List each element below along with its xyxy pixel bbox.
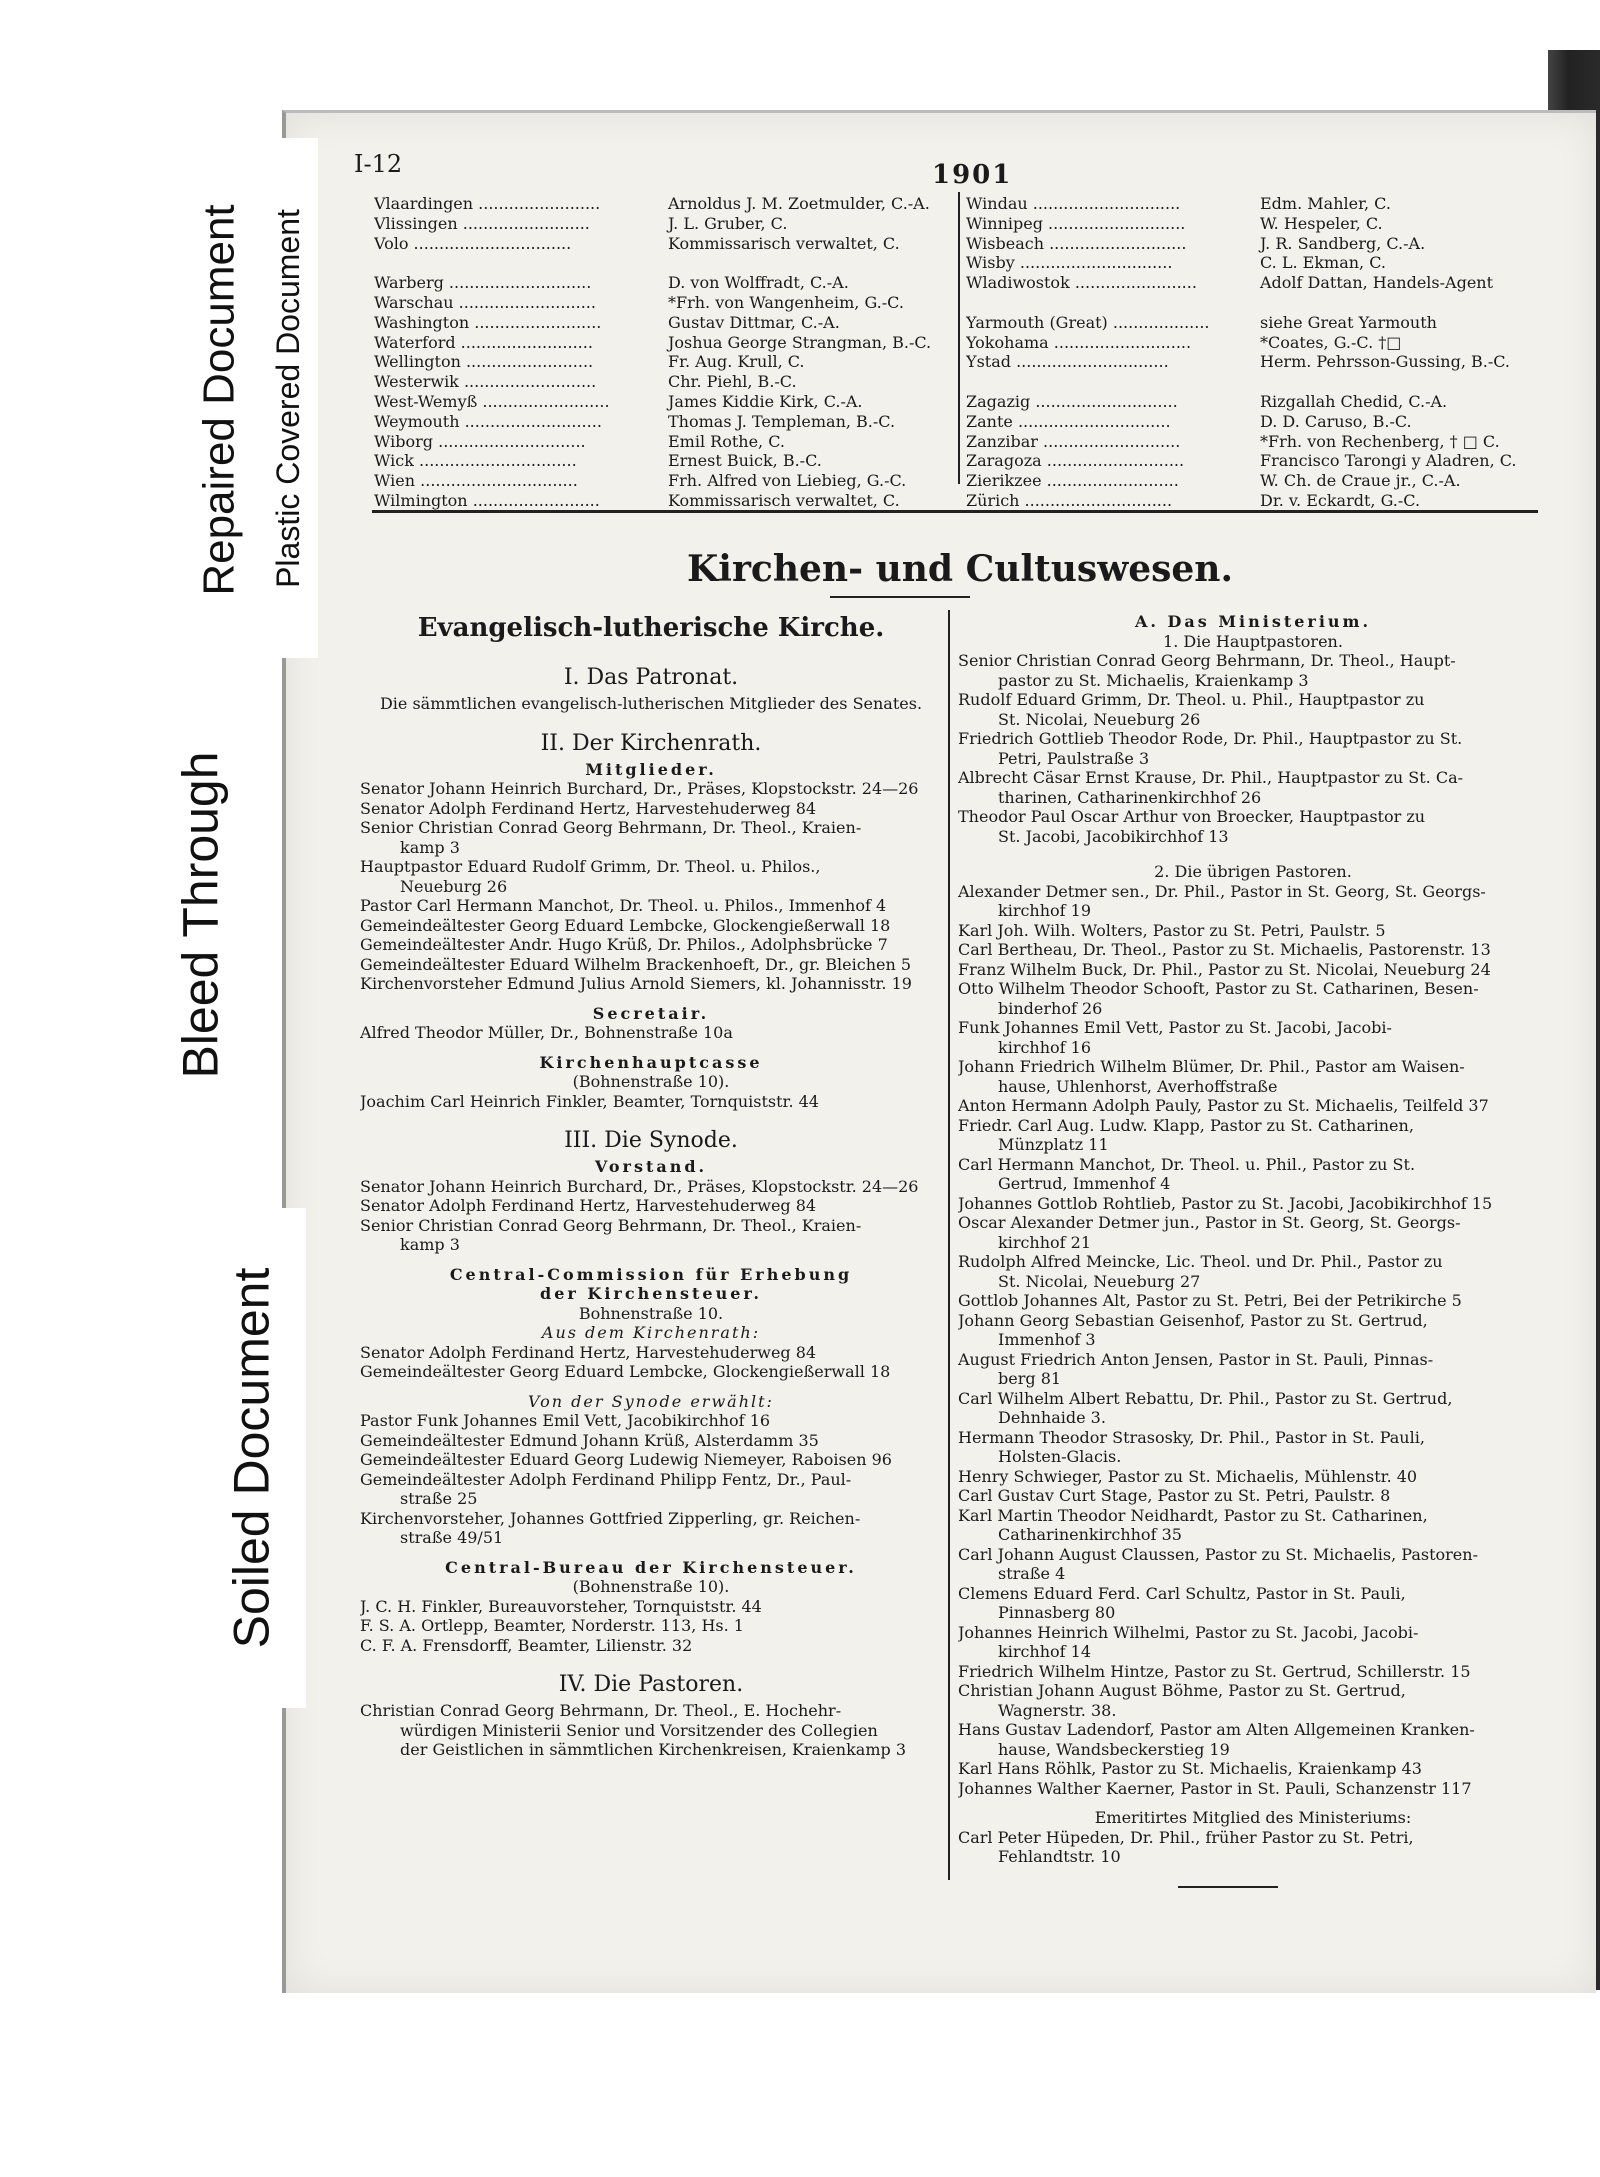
consulate-entry bbox=[966, 214, 1546, 234]
section-rule bbox=[372, 510, 1538, 513]
text-line: Central-Bureau der Kirchensteuer. bbox=[445, 1557, 857, 1577]
text-line: Pinnasberg 80 bbox=[998, 1603, 1116, 1622]
city-name: Yarmouth (Great) ................... bbox=[966, 312, 1210, 332]
city-name: Weymouth ........................... bbox=[374, 411, 602, 431]
year-heading: 1901 bbox=[932, 160, 1013, 190]
city-name: Zanzibar ........................... bbox=[966, 431, 1181, 451]
text-line: Senator Adolph Ferdinand Hertz, Harvestehuderweg 84 bbox=[360, 1342, 817, 1362]
consulate-entry bbox=[966, 313, 1546, 333]
text-line: Gottlob Johannes Alt, Pastor zu St. Petri, Bei der Petrikirche 5 bbox=[958, 1291, 1462, 1310]
consulate-entry bbox=[966, 293, 1546, 313]
consul-name: Thomas J. Templeman, B.-C. bbox=[668, 411, 896, 431]
text-line: 2. Die übrigen Pastoren. bbox=[1154, 862, 1352, 881]
consul-name: Kommissarisch verwaltet, C. bbox=[668, 233, 900, 253]
consul-name: J. L. Gruber, C. bbox=[668, 213, 788, 233]
city-name bbox=[966, 372, 1256, 392]
consul-name: Ernest Buick, B.-C. bbox=[668, 451, 822, 471]
consul-name bbox=[664, 253, 668, 273]
column-divider-main bbox=[948, 610, 950, 1880]
text-line: Rudolf Eduard Grimm, Dr. Theol. u. Phil., Hauptpastor zu bbox=[958, 690, 1425, 709]
text-line: Pastor Funk Johannes Emil Vett, Jacobikirchhof 16 bbox=[360, 1411, 771, 1430]
city-name: Zagazig ............................ bbox=[966, 391, 1178, 411]
text-line: Johannes Walther Kaerner, Pastor in St. Pauli, Schanzenstr 117 bbox=[958, 1778, 1472, 1798]
text-line: III. Die Synode. bbox=[564, 1128, 738, 1153]
text-line: Anton Hermann Adolph Pauly, Pastor zu St. Michaelis, Teilfeld 37 bbox=[958, 1096, 1489, 1115]
text-line: binderhof 26 bbox=[998, 998, 1103, 1018]
consul-name: Herm. Pehrsson-Gussing, B.-C. bbox=[1260, 352, 1510, 372]
label-soiled-document: Soiled Document bbox=[196, 1208, 306, 1708]
consulate-entry bbox=[374, 273, 954, 293]
consulate-entry bbox=[966, 194, 1546, 214]
text-line: Neueburg 26 bbox=[400, 876, 508, 896]
text-line: Senior Christian Conrad Georg Behrmann, Dr. Theol., Kraien- bbox=[360, 1215, 862, 1235]
consulate-entry bbox=[374, 293, 954, 313]
text-line: Vorstand. bbox=[594, 1157, 708, 1176]
text-line: St. Nicolai, Neueburg 27 bbox=[998, 1271, 1201, 1291]
text-line: Johann Friedrich Wilhelm Blümer, Dr. Phil., Pastor am Waisen- bbox=[958, 1057, 1465, 1076]
text-line: straße 4 bbox=[998, 1564, 1066, 1583]
city-name: Wellington ......................... bbox=[374, 352, 594, 372]
consulate-list-right bbox=[966, 194, 1546, 511]
consulate-entry bbox=[374, 451, 954, 471]
text-line: Kirchenvorsteher, Johannes Gottfried Zipperling, gr. Reichen- bbox=[360, 1508, 861, 1528]
text-line: Carl Hermann Manchot, Dr. Theol. u. Phil., Pastor zu St. bbox=[958, 1154, 1416, 1174]
text-line: Friedr. Carl Aug. Ludw. Klapp, Pastor zu St. Catharinen, bbox=[958, 1115, 1414, 1135]
consul-name bbox=[1256, 372, 1260, 392]
consul-name: Edm. Mahler, C. bbox=[1260, 194, 1391, 213]
consul-name: Kommissarisch verwaltet, C. bbox=[668, 490, 900, 510]
text-line: Hans Gustav Ladendorf, Pastor am Alten Allgemeinen Kranken- bbox=[958, 1720, 1475, 1739]
city-name: Zürich ............................. bbox=[966, 490, 1173, 510]
city-name: Wiborg ............................. bbox=[374, 431, 586, 451]
text-line: Senior Christian Conrad Georg Behrmann, Dr. Theol., Haupt- bbox=[958, 651, 1456, 670]
consul-name: Gustav Dittmar, C.-A. bbox=[668, 312, 840, 332]
consulate-entry bbox=[374, 333, 954, 353]
text-line: Funk Johannes Emil Vett, Pastor zu St. Jacobi, Jacobi- bbox=[958, 1018, 1392, 1037]
text-line: Albrecht Cäsar Ernst Krause, Dr. Phil., Hauptpastor zu St. Ca- bbox=[958, 768, 1464, 787]
city-name: Wilmington ......................... bbox=[374, 490, 600, 510]
text-line: hause, Wandsbeckerstieg 19 bbox=[998, 1739, 1230, 1759]
consulate-entry bbox=[374, 491, 954, 511]
text-line: Holsten-Glacis. bbox=[998, 1447, 1122, 1466]
consul-name: Emil Rothe, C. bbox=[668, 431, 785, 451]
text-line: Gemeindeältester Adolph Ferdinand Philipp Fentz, Dr., Paul- bbox=[360, 1469, 852, 1489]
city-name: Wisby .............................. bbox=[966, 253, 1173, 273]
section-title: Kirchen- und Cultuswesen. bbox=[687, 548, 1233, 590]
text-line: Immenhof 3 bbox=[998, 1330, 1096, 1349]
consul-name: siehe Great Yarmouth bbox=[1260, 312, 1437, 332]
text-line: kamp 3 bbox=[400, 837, 460, 857]
text-line: Carl Bertheau, Dr. Theol., Pastor zu St. Michaelis, Pastorenstr. 13 bbox=[958, 940, 1491, 959]
text-line: Senator Adolph Ferdinand Hertz, Harvestehuderweg 84 bbox=[360, 798, 817, 818]
label-repaired-document: Repaired Document bbox=[180, 150, 260, 650]
consul-name bbox=[1256, 293, 1260, 313]
city-name: Wien ............................... bbox=[374, 471, 578, 491]
consulate-entry bbox=[374, 352, 954, 372]
city-name: Westerwik .......................... bbox=[374, 372, 597, 392]
text-line: II. Der Kirchenrath. bbox=[540, 730, 762, 756]
text-line: Johannes Heinrich Wilhelmi, Pastor zu St. Jacobi, Jacobi- bbox=[958, 1622, 1419, 1642]
text-line: Gemeindeältester Eduard Wilhelm Brackenhoeft, Dr., gr. Bleichen 5 bbox=[360, 954, 912, 974]
text-line: IV. Die Pastoren. bbox=[558, 1672, 744, 1697]
city-name: Ystad .............................. bbox=[966, 352, 1169, 372]
text-line: Senior Christian Conrad Georg Behrmann, Dr. Theol., Kraien- bbox=[360, 818, 862, 837]
text-line: Emeritirtes Mitglied des Ministeriums: bbox=[1094, 1808, 1412, 1827]
text-line: Clemens Eduard Ferd. Carl Schultz, Pastor in St. Pauli, bbox=[958, 1583, 1406, 1603]
text-line: Gemeindeältester Andr. Hugo Krüß, Dr. Philos., Adolphsbrücke 7 bbox=[360, 935, 888, 954]
text-line: Mitglieder. bbox=[585, 759, 717, 779]
text-line: C. F. A. Frensdorff, Beamter, Lilienstr. 32 bbox=[360, 1635, 693, 1655]
text-line: I. Das Patronat. bbox=[563, 665, 739, 690]
text-line: Wagnerstr. 38. bbox=[998, 1700, 1117, 1720]
text-line: Gemeindeältester Eduard Georg Ludewig Niemeyer, Raboisen 96 bbox=[360, 1450, 892, 1469]
right-column bbox=[958, 612, 1548, 1867]
city-name bbox=[374, 253, 664, 273]
text-line: Senator Johann Heinrich Burchard, Dr., Präses, Klopstockstr. 24—26 bbox=[360, 1176, 919, 1196]
text-line: Evangelisch-lutherische Kirche. bbox=[417, 613, 885, 643]
city-name: Waterford .......................... bbox=[374, 332, 593, 352]
consul-name: Adolf Dattan, Handels-Agent bbox=[1260, 273, 1494, 293]
consulate-entry bbox=[374, 194, 954, 214]
left-column bbox=[360, 608, 942, 1760]
text-line: hause, Uhlenhorst, Averhoffstraße bbox=[998, 1076, 1278, 1096]
text-line: Dehnhaide 3. bbox=[998, 1408, 1106, 1427]
consulate-entry bbox=[966, 432, 1546, 452]
consul-name: Rizgallah Chedid, C.-A. bbox=[1260, 391, 1448, 411]
text-line: Central-Commission für Erhebung bbox=[449, 1264, 853, 1284]
text-line: Gertrud, Immenhof 4 bbox=[998, 1174, 1171, 1193]
text-line: Franz Wilhelm Buck, Dr. Phil., Pastor zu St. Nicolai, Neueburg 24 bbox=[958, 959, 1491, 979]
text-line: Gemeindeältester Georg Eduard Lembcke, Glockengießerwall 18 bbox=[360, 915, 891, 935]
text-line: Christian Conrad Georg Behrmann, Dr. Theol., E. Hochehr- bbox=[360, 1701, 842, 1720]
column-divider-top bbox=[958, 192, 960, 484]
consulate-entry bbox=[374, 392, 954, 412]
city-name: Wladiwostok ........................ bbox=[966, 273, 1197, 293]
text-line: Johannes Gottlob Rohtlieb, Pastor zu St. Jacobi, Jacobikirchhof 15 bbox=[958, 1193, 1493, 1213]
city-name: Zante .............................. bbox=[966, 411, 1171, 431]
text-line: straße 25 bbox=[400, 1489, 478, 1508]
text-line: Rudolph Alfred Meincke, Lic. Theol. und Dr. Phil., Pastor zu bbox=[958, 1252, 1443, 1271]
city-name: Vlaardingen ........................ bbox=[374, 194, 601, 213]
text-line: Oscar Alexander Detmer jun., Pastor in St. Georg, St. Georgs- bbox=[958, 1213, 1461, 1232]
text-line: straße 49/51 bbox=[400, 1528, 504, 1547]
consulate-entry bbox=[374, 412, 954, 432]
consul-name: James Kiddie Kirk, C.-A. bbox=[668, 391, 863, 411]
text-line: Theodor Paul Oscar Arthur von Broecker, Hauptpastor zu bbox=[958, 807, 1426, 826]
consulate-entry bbox=[374, 432, 954, 452]
city-name: West-Wemyß ......................... bbox=[374, 391, 610, 411]
consul-name: D. von Wolffradt, C.-A. bbox=[668, 273, 849, 293]
city-name: Warschau ........................... bbox=[374, 292, 596, 312]
city-name: Yokohama ........................... bbox=[966, 332, 1192, 352]
text-line: Carl Peter Hüpeden, Dr. Phil., früher Pastor zu St. Petri, bbox=[958, 1827, 1414, 1847]
text-line: 1. Die Hauptpastoren. bbox=[1163, 631, 1343, 651]
city-name: Windau ............................. bbox=[966, 194, 1181, 213]
text-line: Die sämmtlichen evangelisch-lutherischen Mitglieder des Senates. bbox=[379, 694, 923, 713]
page-number: I-12 bbox=[354, 150, 403, 178]
text-line: Bohnenstraße 10. bbox=[578, 1303, 724, 1323]
consul-name: C. L. Ekman, C. bbox=[1260, 253, 1386, 273]
consulate-entry bbox=[374, 234, 954, 254]
text-line: F. S. A. Ortlepp, Beamter, Norderstr. 113, Hs. 1 bbox=[360, 1616, 744, 1635]
city-name: Winnipeg ........................... bbox=[966, 213, 1186, 233]
city-name: Washington ......................... bbox=[374, 312, 602, 332]
consulate-entry bbox=[966, 333, 1546, 353]
consulate-entry bbox=[966, 412, 1546, 432]
text-line: Carl Gustav Curt Stage, Pastor zu St. Petri, Paulstr. 8 bbox=[958, 1486, 1391, 1505]
section-title-rule bbox=[830, 596, 970, 598]
label-plastic-covered-document: Plastic Covered Document bbox=[258, 138, 318, 658]
text-line: Carl Johann August Claussen, Pastor zu St. Michaelis, Pastoren- bbox=[958, 1544, 1478, 1564]
text-line: Fehlandtstr. 10 bbox=[998, 1847, 1121, 1866]
consul-name: *Frh. von Rechenberg, † □ C. bbox=[1260, 431, 1500, 451]
text-line: (Bohnenstraße 10). bbox=[572, 1577, 730, 1596]
text-line: tharinen, Catharinenkirchhof 26 bbox=[998, 787, 1262, 807]
city-name bbox=[966, 293, 1256, 313]
consul-name: *Coates, G.-C. †□ bbox=[1260, 332, 1402, 352]
consulate-entry bbox=[966, 352, 1546, 372]
text-line: Henry Schwieger, Pastor zu St. Michaelis, Mühlenstr. 40 bbox=[958, 1466, 1418, 1486]
city-name: Zierikzee .......................... bbox=[966, 471, 1179, 491]
consulate-entry bbox=[374, 471, 954, 491]
consulate-entry bbox=[374, 214, 954, 234]
consulate-entry bbox=[966, 471, 1546, 491]
consul-name: Arnoldus J. M. Zoetmulder, C.-A. bbox=[668, 194, 930, 213]
text-line: Aus dem Kirchenrath: bbox=[541, 1323, 761, 1342]
consul-name: Francisco Tarongi y Aladren, C. bbox=[1260, 451, 1517, 471]
consul-name: Fr. Aug. Krull, C. bbox=[668, 352, 805, 372]
text-line: Karl Hans Röhlk, Pastor zu St. Michaelis, Kraienkamp 43 bbox=[958, 1759, 1422, 1778]
consul-name: Dr. v. Eckardt, G.-C. bbox=[1260, 490, 1421, 510]
text-line: Hermann Theodor Strasosky, Dr. Phil., Pastor in St. Pauli, bbox=[958, 1427, 1425, 1447]
text-line: Friedrich Gottlieb Theodor Rode, Dr. Phil., Hauptpastor zu St. bbox=[958, 729, 1463, 748]
consul-name: Frh. Alfred von Liebieg, G.-C. bbox=[668, 471, 907, 491]
consul-name: J. R. Sandberg, C.-A. bbox=[1260, 233, 1426, 253]
consulate-entry bbox=[374, 313, 954, 333]
consulate-list-left bbox=[374, 194, 954, 511]
consulate-entry bbox=[966, 372, 1546, 392]
city-name: Volo ............................... bbox=[374, 233, 572, 253]
consulate-entry bbox=[374, 372, 954, 392]
text-line: Alexander Detmer sen., Dr. Phil., Pastor in St. Georg, St. Georgs- bbox=[958, 881, 1486, 901]
text-line: Senator Johann Heinrich Burchard, Dr., Präses, Klopstockstr. 24—26 bbox=[360, 779, 919, 798]
consulate-entry bbox=[966, 234, 1546, 254]
text-line: Kirchenvorsteher Edmund Julius Arnold Siemers, kl. Johannisstr. 19 bbox=[360, 974, 912, 993]
text-line: Hauptpastor Eduard Rudolf Grimm, Dr. Theol. u. Philos., bbox=[360, 857, 821, 876]
text-line: Catharinenkirchhof 35 bbox=[998, 1525, 1182, 1544]
text-line: A. Das Ministerium. bbox=[1134, 612, 1372, 631]
city-name: Zaragoza ........................... bbox=[966, 451, 1185, 471]
text-line: kirchhof 21 bbox=[998, 1232, 1092, 1252]
closing-rule bbox=[1178, 1886, 1278, 1888]
consulate-entry bbox=[966, 253, 1546, 273]
text-line: Petri, Paulstraße 3 bbox=[998, 748, 1150, 768]
text-line: Pastor Carl Hermann Manchot, Dr. Theol. u. Philos., Immenhof 4 bbox=[360, 896, 887, 915]
consul-name: *Frh. von Wangenheim, G.-C. bbox=[668, 292, 904, 312]
consulate-entry bbox=[966, 451, 1546, 471]
text-line: berg 81 bbox=[998, 1369, 1062, 1388]
text-line: August Friedrich Anton Jensen, Pastor in St. Pauli, Pinnas- bbox=[958, 1349, 1434, 1369]
text-line: Secretair. bbox=[592, 1003, 710, 1023]
city-name: Wick ............................... bbox=[374, 451, 577, 471]
text-line: J. C. H. Finkler, Bureauvorsteher, Tornquiststr. 44 bbox=[360, 1596, 762, 1616]
text-line: Gemeindeältester Georg Eduard Lembcke, Glockengießerwall 18 bbox=[360, 1362, 891, 1381]
text-line: Karl Joh. Wilh. Wolters, Pastor zu St. Petri, Paulstr. 5 bbox=[958, 920, 1386, 940]
text-line: Kirchenhauptcasse bbox=[539, 1052, 763, 1072]
consul-name: W. Hespeler, C. bbox=[1260, 213, 1383, 233]
text-line: Münzplatz 11 bbox=[998, 1135, 1109, 1154]
text-line: kirchhof 14 bbox=[998, 1642, 1092, 1661]
text-line: Joachim Carl Heinrich Finkler, Beamter, Tornquiststr. 44 bbox=[360, 1091, 819, 1111]
text-line: Carl Wilhelm Albert Rebattu, Dr. Phil., Pastor zu St. Gertrud, bbox=[958, 1388, 1453, 1408]
text-line: der Kirchensteuer. bbox=[540, 1284, 762, 1303]
text-line: St. Jacobi, Jacobikirchhof 13 bbox=[998, 826, 1229, 846]
text-line: St. Nicolai, Neueburg 26 bbox=[998, 709, 1201, 729]
city-name: Warberg ............................ bbox=[374, 273, 592, 293]
consul-name: W. Ch. de Craue jr., C.-A. bbox=[1260, 471, 1461, 491]
consulate-entry bbox=[966, 491, 1546, 511]
consul-name: Chr. Piehl, B.-C. bbox=[668, 372, 797, 392]
city-name: Vlissingen ......................... bbox=[374, 213, 590, 233]
text-line: Karl Martin Theodor Neidhardt, Pastor zu St. Catharinen, bbox=[958, 1505, 1428, 1525]
text-line: kirchhof 19 bbox=[998, 901, 1092, 920]
text-line: Johann Georg Sebastian Geisenhof, Pastor zu St. Gertrud, bbox=[958, 1310, 1428, 1330]
text-line: kirchhof 16 bbox=[998, 1037, 1092, 1057]
text-line: Otto Wilhelm Theodor Schooft, Pastor zu St. Catharinen, Besen- bbox=[958, 979, 1479, 998]
consul-name: Joshua George Strangman, B.-C. bbox=[668, 332, 932, 352]
city-name: Wisbeach ........................... bbox=[966, 233, 1187, 253]
text-line: Senator Adolph Ferdinand Hertz, Harvestehuderweg 84 bbox=[360, 1196, 817, 1215]
text-line: Alfred Theodor Müller, Dr., Bohnenstraße 10a bbox=[360, 1023, 733, 1042]
text-line: Friedrich Wilhelm Hintze, Pastor zu St. Gertrud, Schillerstr. 15 bbox=[958, 1661, 1471, 1681]
text-line: Gemeindeältester Edmund Johann Krüß, Alsterdamm 35 bbox=[360, 1430, 819, 1450]
text-line: (Bohnenstraße 10). bbox=[572, 1072, 730, 1091]
text-line: Christian Johann August Böhme, Pastor zu St. Gertrud, bbox=[958, 1681, 1406, 1700]
text-line: Von der Synode erwählt: bbox=[528, 1391, 774, 1411]
consulate-entry bbox=[374, 253, 954, 273]
text-line: kamp 3 bbox=[400, 1235, 460, 1254]
text-line: pastor zu St. Michaelis, Kraienkamp 3 bbox=[998, 670, 1309, 690]
text-line: der Geistlichen in sämmtlichen Kirchenkreisen, Kraienkamp 3 bbox=[400, 1740, 906, 1759]
consulate-entry bbox=[966, 392, 1546, 412]
consulate-entry bbox=[966, 273, 1546, 293]
consul-name: D. D. Caruso, B.-C. bbox=[1260, 411, 1412, 431]
text-line: würdigen Ministerii Senior und Vorsitzender des Collegien bbox=[400, 1720, 878, 1740]
label-bleed-through: Bleed Through bbox=[136, 680, 266, 1150]
